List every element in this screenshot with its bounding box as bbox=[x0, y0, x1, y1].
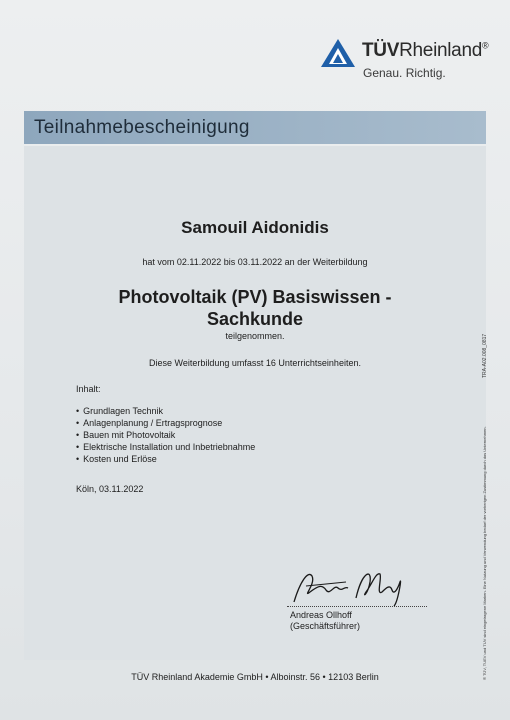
course-title-text: Photovoltaik (PV) Basiswissen - Sachkunde bbox=[118, 287, 392, 329]
course-title bbox=[24, 286, 486, 330]
list-item: • Bauen mit Photovoltaik bbox=[76, 429, 255, 441]
document-title: Teilnahmebescheinigung bbox=[34, 117, 250, 138]
tuv-rheinland-logo bbox=[320, 36, 495, 86]
course-period: hat vom 02.11.2022 bis 03.11.2022 an der Weiterbildung bbox=[142, 257, 368, 267]
handwritten-signature bbox=[286, 562, 416, 612]
contents-label: Inhalt: bbox=[76, 384, 101, 394]
list-item: • Kosten und Erlöse bbox=[76, 453, 255, 465]
title-bar bbox=[24, 111, 486, 144]
participant-name: Samouil Aidonidis bbox=[181, 218, 329, 237]
signature-line bbox=[287, 606, 427, 607]
participated-text: teilgenommen. bbox=[225, 331, 285, 341]
signatory bbox=[290, 610, 360, 632]
tuv-triangle-icon bbox=[320, 38, 356, 68]
footer-address: TÜV Rheinland Akademie GmbH • Alboinstr. 56 • 12103 Berlin bbox=[131, 672, 379, 682]
place-date: Köln, 03.11.2022 bbox=[76, 484, 144, 494]
list-item: • Elektrische Installation und Inbetriebnahme bbox=[76, 441, 255, 453]
list-item: • Grundlagen Technik bbox=[76, 405, 255, 417]
signatory-name: Andreas Ollhoff bbox=[290, 610, 352, 620]
course-hours: Diese Weiterbildung umfasst 16 Unterrichtseinheiten. bbox=[149, 358, 361, 368]
document-code: TRA-A02.008_0817 bbox=[482, 333, 488, 378]
signatory-role: (Geschäftsführer) bbox=[290, 621, 361, 631]
list-item: • Anlagenplanung / Ertragsprognose bbox=[76, 417, 255, 429]
topics-list bbox=[76, 405, 255, 465]
logo-tagline: Genau. Richtig. bbox=[363, 66, 446, 80]
trademark-note: ® TÜV, TUEV und TUV sind eingetragene Marken. Eine Nutzung und Verwendung bedarf der vorherigen Zustimmung durch das Unternehmen. bbox=[482, 426, 487, 680]
logo-brand: TÜVRheinland® bbox=[362, 40, 489, 61]
